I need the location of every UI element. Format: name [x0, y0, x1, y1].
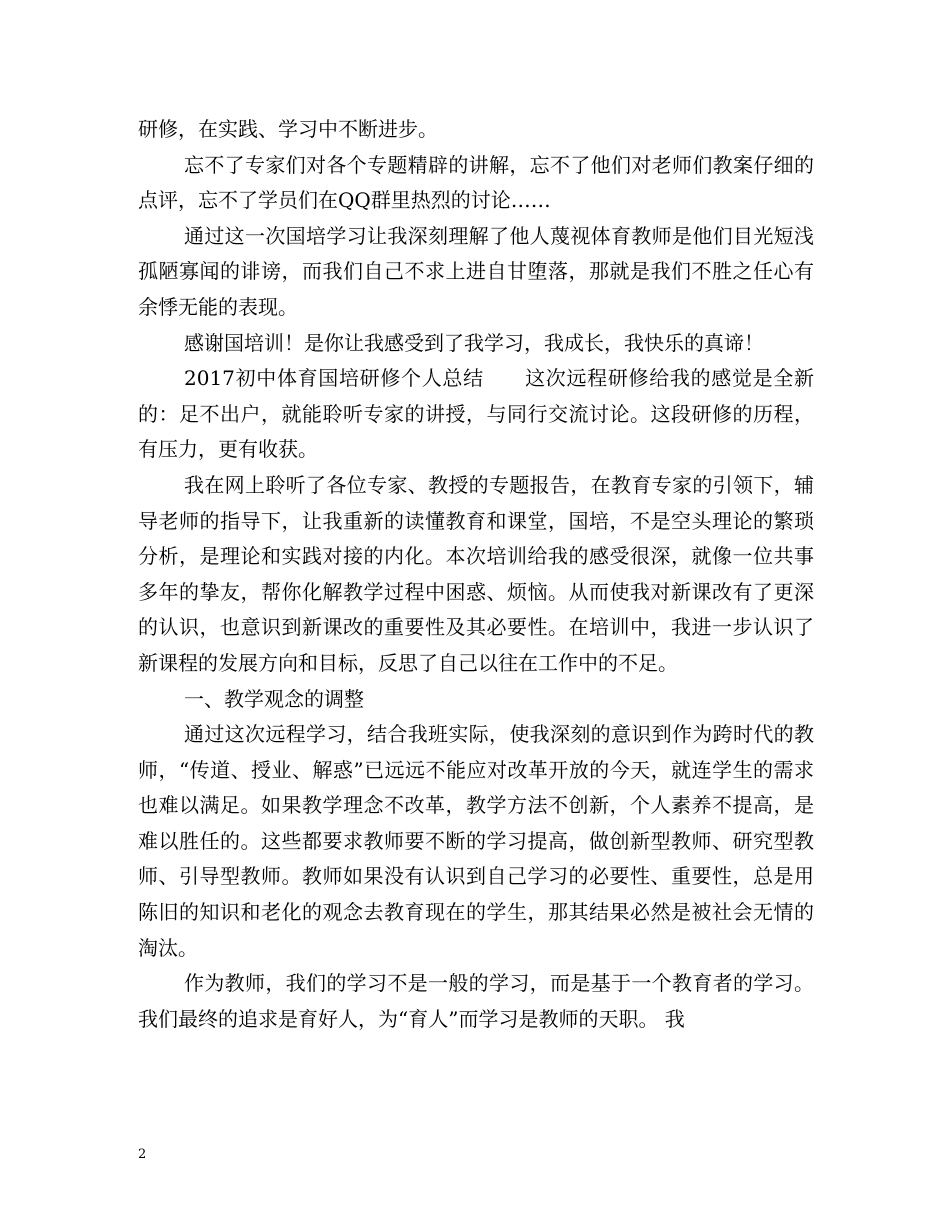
section-heading: 一、教学观念的调整	[184, 686, 364, 711]
paragraph-2: 忘不了专家们对各个专题精辟的讲解，忘不了他们对老师们教案仔细的点评，忘不了学员们在QQ群里热烈的讨论……	[138, 152, 814, 213]
paragraph-8: 通过这次远程学习，结合我班实际，使我深刻的意识到作为跨时代的教师，“传道、授业、解惑”已远远不能应对改革开放的今天，就连学生的需求也难以满足。如果教学理念不改革，教学方法不创新，个人素养不提高，是难以胜任的。这些都要求教师要不断的学习提高，做创新型教师、研究型教师、引导型教师。教师如果没有认识到自己学习的必要性、重要性，总是用陈旧的知识和老化的观念去教育现在的学生，那其结果必然是被社会无情的淘汰。	[138, 722, 814, 960]
paragraph-5: 2017初中体育国培研修个人总结 这次远程研修给我的感觉是全新的：足不出户，就能聆听专家的讲授，与同行交流讨论。这段研修的历程，有压力，更有收获。	[138, 366, 814, 462]
paragraph-9: 作为教师，我们的学习不是一般的学习，而是基于一个教育者的学习。我们最终的追求是育好人，为“育人”而学习是教师的天职。 我	[138, 971, 814, 1031]
paragraph-6: 我在网上聆听了各位专家、教授的专题报告，在教育专家的引领下，辅导老师的指导下，让我重新的读懂教育和课堂，国培，不是空头理论的繁琐分析，是理论和实践对接的内化。本次培训给我的感受很深，就像一位共事多年的挚友，帮你化解教学过程中困惑、烦恼。从而使我对新课改有了更深的认识，也意识到新课改的重要性及其必要性。在培训中，我进一步认识了新课程的发展方向和目标，反思了自己以往在工作中的不足。	[138, 472, 814, 675]
paragraph-3: 通过这一次国培学习让我深刻理解了他人蔑视体育教师是他们目光短浅孤陋寡闻的诽谤，而我们自己不求上进自甘堕落，那就是我们不胜之任心有余悸无能的表现。	[138, 223, 814, 319]
paragraph-1: 研修，在实践、学习中不断进步。	[138, 117, 438, 141]
body-text	[138, 112, 814, 1037]
paragraph-4: 感谢国培训！是你让我感受到了我学习，我成长，我快乐的真谛！	[184, 330, 764, 355]
page-number: 2	[138, 1147, 147, 1162]
